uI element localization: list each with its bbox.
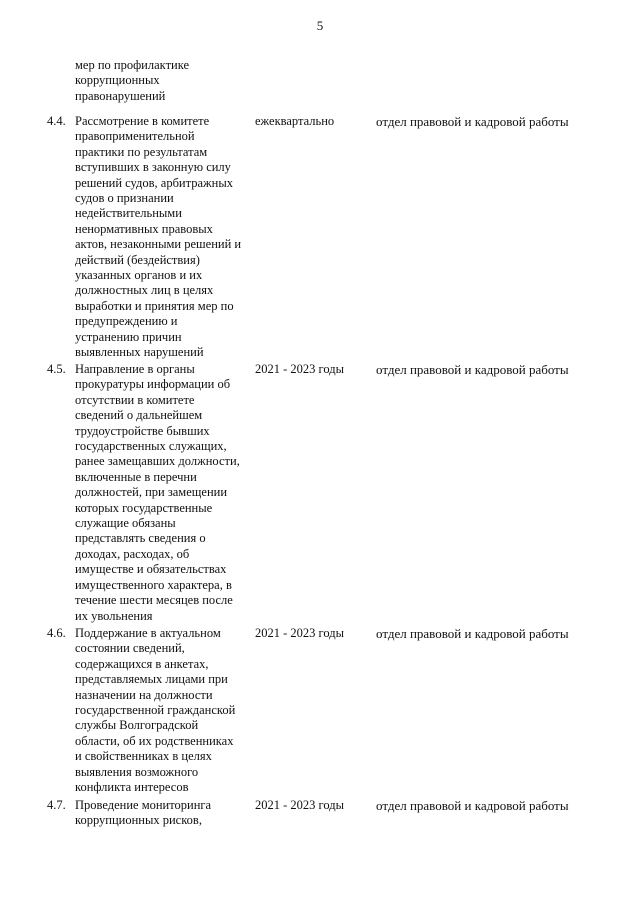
description-line: состоянии сведений, xyxy=(75,641,185,656)
description-line: выявленных нарушений xyxy=(75,345,204,360)
row-term: 2021 - 2023 годы xyxy=(255,626,345,640)
description-line: устранению причин xyxy=(75,329,182,344)
description-line: указанных органов и их xyxy=(75,268,203,283)
description-line: мер по профилактике xyxy=(75,58,190,72)
description-line: службы Волгоградской xyxy=(75,718,199,733)
description-line: области, об их родственниках xyxy=(75,733,234,748)
row-number: 4.5. xyxy=(47,362,66,376)
row-term: ежеквартально xyxy=(255,114,335,128)
description-line: коррупционных xyxy=(75,73,160,88)
row-responsible: отдел правовой и кадровой работы xyxy=(376,114,569,129)
row-responsible: отдел правовой и кадровой работы xyxy=(376,798,569,813)
description-line: их увольнения xyxy=(75,608,153,623)
description-line: содержащихся в анкетах, xyxy=(75,656,209,671)
description-line: доходах, расходах, об xyxy=(75,546,190,561)
description-line: решений судов, арбитражных xyxy=(75,175,234,190)
description-line: сведений о дальнейшем xyxy=(75,408,203,423)
description-line: Проведение мониторинга xyxy=(75,798,212,812)
description-line: отсутствии в комитете xyxy=(75,392,195,407)
description-line: государственных служащих, xyxy=(75,439,227,454)
description-line: выявления возможного xyxy=(75,764,199,779)
description-line: которых государственные xyxy=(75,500,213,515)
description-line: трудоустройстве бывших xyxy=(75,423,210,438)
description-line: должностных лиц в целях xyxy=(75,283,214,298)
page-number: 5 xyxy=(316,18,324,33)
description-line: служащие обязаны xyxy=(75,516,176,531)
description-line: коррупционных рисков, xyxy=(75,813,202,828)
description-line: Поддержание в актуальном xyxy=(75,626,221,640)
description-line: выработки и принятия мер по xyxy=(75,298,234,313)
row-description xyxy=(75,362,257,624)
description-line: течение шести месяцев после xyxy=(75,593,233,608)
description-line: прокуратуры информации об xyxy=(75,377,231,392)
description-line: назначении на должности xyxy=(75,687,213,702)
description-line: правонарушений xyxy=(75,88,166,103)
description-line: представляемых лицами при xyxy=(75,672,228,687)
description-line: практики по результатам xyxy=(75,144,208,159)
row-number: 4.4. xyxy=(47,114,66,128)
description-line: ненормативных правовых xyxy=(75,221,213,236)
description-line: конфликта интересов xyxy=(75,780,189,795)
row-description xyxy=(75,114,257,361)
row-number: 4.6. xyxy=(47,626,66,640)
description-line: и свойственниках в целях xyxy=(75,749,212,764)
row-term: 2021 - 2023 годы xyxy=(255,362,345,376)
description-line: Рассмотрение в комитете xyxy=(75,114,210,128)
description-line: недействительными xyxy=(75,206,182,221)
row-description xyxy=(75,798,257,829)
description-line: ранее замещавших должности, xyxy=(75,454,240,469)
description-line: имуществе и обязательствах xyxy=(75,562,227,577)
description-line: предупреждению и xyxy=(75,314,178,329)
row-description xyxy=(75,58,257,104)
description-line: должностей, при замещении xyxy=(75,485,228,500)
description-line: представлять сведения о xyxy=(75,531,206,546)
row-responsible: отдел правовой и кадровой работы xyxy=(376,362,569,377)
description-line: имущественного характера, в xyxy=(75,577,232,592)
description-line: включенные в перечни xyxy=(75,469,197,484)
description-line: Направление в органы xyxy=(75,362,195,376)
description-line: актов, незаконными решений и xyxy=(75,237,242,252)
row-term: 2021 - 2023 годы xyxy=(255,798,345,812)
description-line: вступивших в законную силу xyxy=(75,160,231,175)
description-line: судов о признании xyxy=(75,191,174,206)
description-line: государственной гражданской xyxy=(75,703,236,718)
row-description xyxy=(75,626,257,795)
row-number: 4.7. xyxy=(47,798,66,812)
description-line: действий (бездействия) xyxy=(75,252,200,267)
description-line: правоприменительной xyxy=(75,129,195,144)
row-responsible: отдел правовой и кадровой работы xyxy=(376,626,569,641)
